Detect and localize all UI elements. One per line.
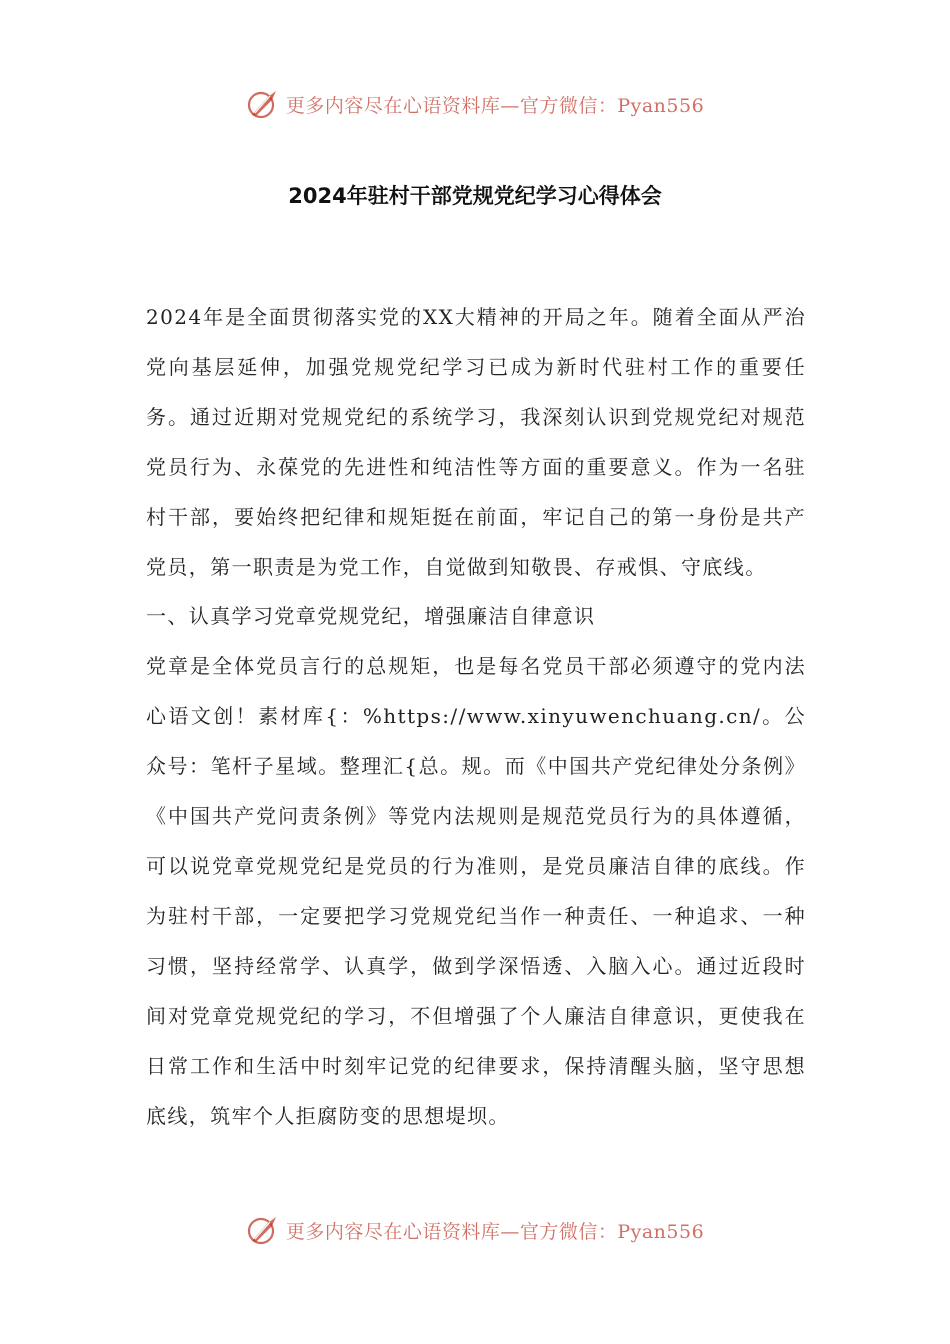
watermark-text: 更多内容尽在心语资料库—官方微信：Pyan556: [285, 1220, 705, 1243]
document-title: 2024年驻村干部党规党纪学习心得体会: [288, 184, 662, 208]
watermark-text: 更多内容尽在心语资料库—官方微信：Pyan556: [285, 94, 705, 117]
footer-watermark-banner: [0, 1210, 950, 1250]
quill-seal-icon: [246, 87, 280, 121]
section-heading: 一、认真学习党章党规党纪，增强廉洁自律意识: [146, 604, 596, 629]
document-body: [146, 293, 806, 1141]
intro-paragraph: 2024年是全面贯彻落实党的XX大精神的开局之年。随着全面从严治党向基层延伸，加强党规党纪学习已成为新时代驻村工作的重要任务。通过近期对党规党纪的系统学习，我深刻认识到党规党纪对规范党员行为、永葆党的先进性和纯洁性等方面的重要意义。作为一名驻村干部，要始终把纪律和规矩挺在前面，牢记自己的第一身份是共产党员，第一职责是为党工作，自觉做到知敬畏、存戒惧、守底线。: [146, 305, 806, 579]
header-watermark-banner: [0, 84, 950, 124]
body-paragraph: 党章是全体党员言行的总规矩，也是每名党员干部必须遵守的党内法心语文创！素材库{：%https://www.xinyuwenchuang.cn/。公众号：笔杆子星域。整理汇{总。规。而《中国共产党纪律处分条例》《中国共产党问责条例》等党内法规则是规范党员行为的具体遵循，可以说党章党规党纪是党员的行为准则，是党员廉洁自律的底线。作为驻村干部，一定要把学习党规党纪当作一种责任、一种追求、一种习惯，坚持经常学、认真学，做到学深悟透、入脑入心。通过近段时间对党章党规党纪的学习，不但增强了个人廉洁自律意识，更使我在日常工作和生活中时刻牢记党的纪律要求，保持清醒头脑，坚守思想底线，筑牢个人拒腐防变的思想堤坝。: [146, 654, 806, 1128]
quill-seal-icon: [246, 1213, 280, 1247]
